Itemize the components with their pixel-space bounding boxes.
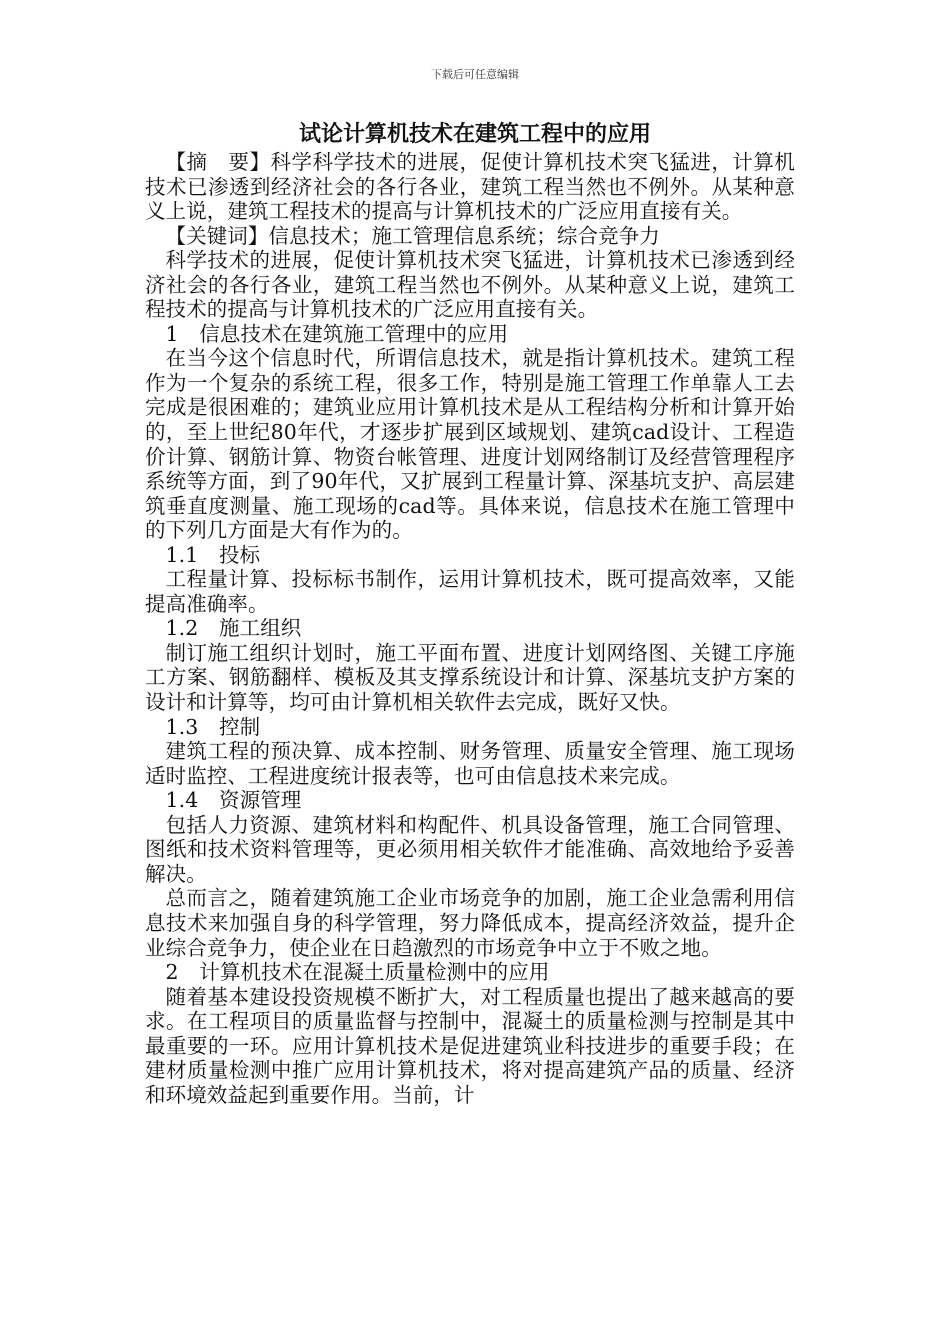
body-paragraph: 建筑工程的预决算、成本控制、财务管理、质量安全管理、施工现场适时监控、工程进度统计报表等，也可由信息技术来完成。: [145, 739, 795, 788]
body-paragraph: 制订施工组织计划时，施工平面布置、进度计划网络图、关键工序施工方案、钢筋翻样、模板及其支撑系统设计和计算、深基坑支护方案的设计和计算等，均可由计算机相关软件去完成，既好又快。: [145, 640, 795, 715]
section-heading-1: 1 信息技术在建筑施工管理中的应用: [165, 321, 509, 346]
keywords-paragraph: 【关键词】信息技术；施工管理信息系统；综合竞争力: [165, 223, 660, 248]
body-paragraph: 工程量计算、投标标书制作，运用计算机技术，既可提高效率，又能提高准确率。: [145, 567, 795, 616]
section-heading-2: 2 计算机技术在混凝土质量检测中的应用: [165, 960, 550, 985]
abstract-paragraph: 【摘 要】科学科学技术的进展，促使计算机技术突飞猛进，计算机技术已渗透到经济社会的各行各业，建筑工程当然也不例外。从某种意义上说，建筑工程技术的提高与计算机技术的广泛应用直接有关。: [145, 150, 795, 224]
subsection-heading-1-1: 1.1 投标: [165, 542, 261, 567]
body-paragraph: 包括人力资源、建筑材料和构配件、机具设备管理，施工合同管理、图纸和技术资料管理等，更必须用相关软件才能准确、高效地给予妥善解决。: [145, 812, 795, 886]
subsection-heading-1-4: 1.4 资源管理: [165, 788, 302, 813]
body-paragraph: 随着基本建设投资规模不断扩大，对工程质量也提出了越来越高的要求。在工程项目的质量监督与控制中，混凝土的质量检测与控制是其中最重要的一环。应用计算机技术是促进建筑业科技进步的重要手段；在建材质量检测中推广应用计算机技术，将对提高建筑产品的质量、经济和环境效益起到重要作用。当前，计: [145, 984, 795, 1107]
document-title: 试论计算机技术在建筑工程中的应用: [298, 122, 651, 147]
document-body: [145, 150, 795, 1107]
subsection-heading-1-2: 1.2 施工组织: [165, 616, 302, 641]
subsection-heading-1-3: 1.3 控制: [165, 714, 261, 739]
intro-paragraph: 科学技术的进展，促使计算机技术突飞猛进，计算机技术已渗透到经济社会的各行各业，建筑工程当然也不例外。从某种意义上说，建筑工程技术的提高与计算机技术的广泛应用直接有关。: [145, 248, 795, 322]
header-note: 下载后可任意编辑: [431, 68, 519, 81]
body-paragraph: 总而言之，随着建筑施工企业市场竞争的加剧，施工企业急需利用信息技术来加强自身的科学管理，努力降低成本，提高经济效益，提升企业综合竞争力，使企业在日趋激烈的市场竞争中立于不败之地。: [145, 886, 795, 960]
body-paragraph: 在当今这个信息时代，所谓信息技术，就是指计算机技术。建筑工程作为一个复杂的系统工程，很多工作，特别是施工管理工作单靠人工去完成是很困难的；建筑业应用计算机技术是从工程结构分析和计算开始的，至上世纪80年代，才逐步扩展到区域规划、建筑cad设计、工程造价计算、钢筋计算、物资台帐管理、进度计划网络制订及经营管理程序系统等方面，到了90年代，又扩展到工程量计算、深基坑支护、高层建筑垂直度测量、施工现场的cad等。具体来说，信息技术在施工管理中的下列几方面是大有作为的。: [145, 346, 795, 543]
